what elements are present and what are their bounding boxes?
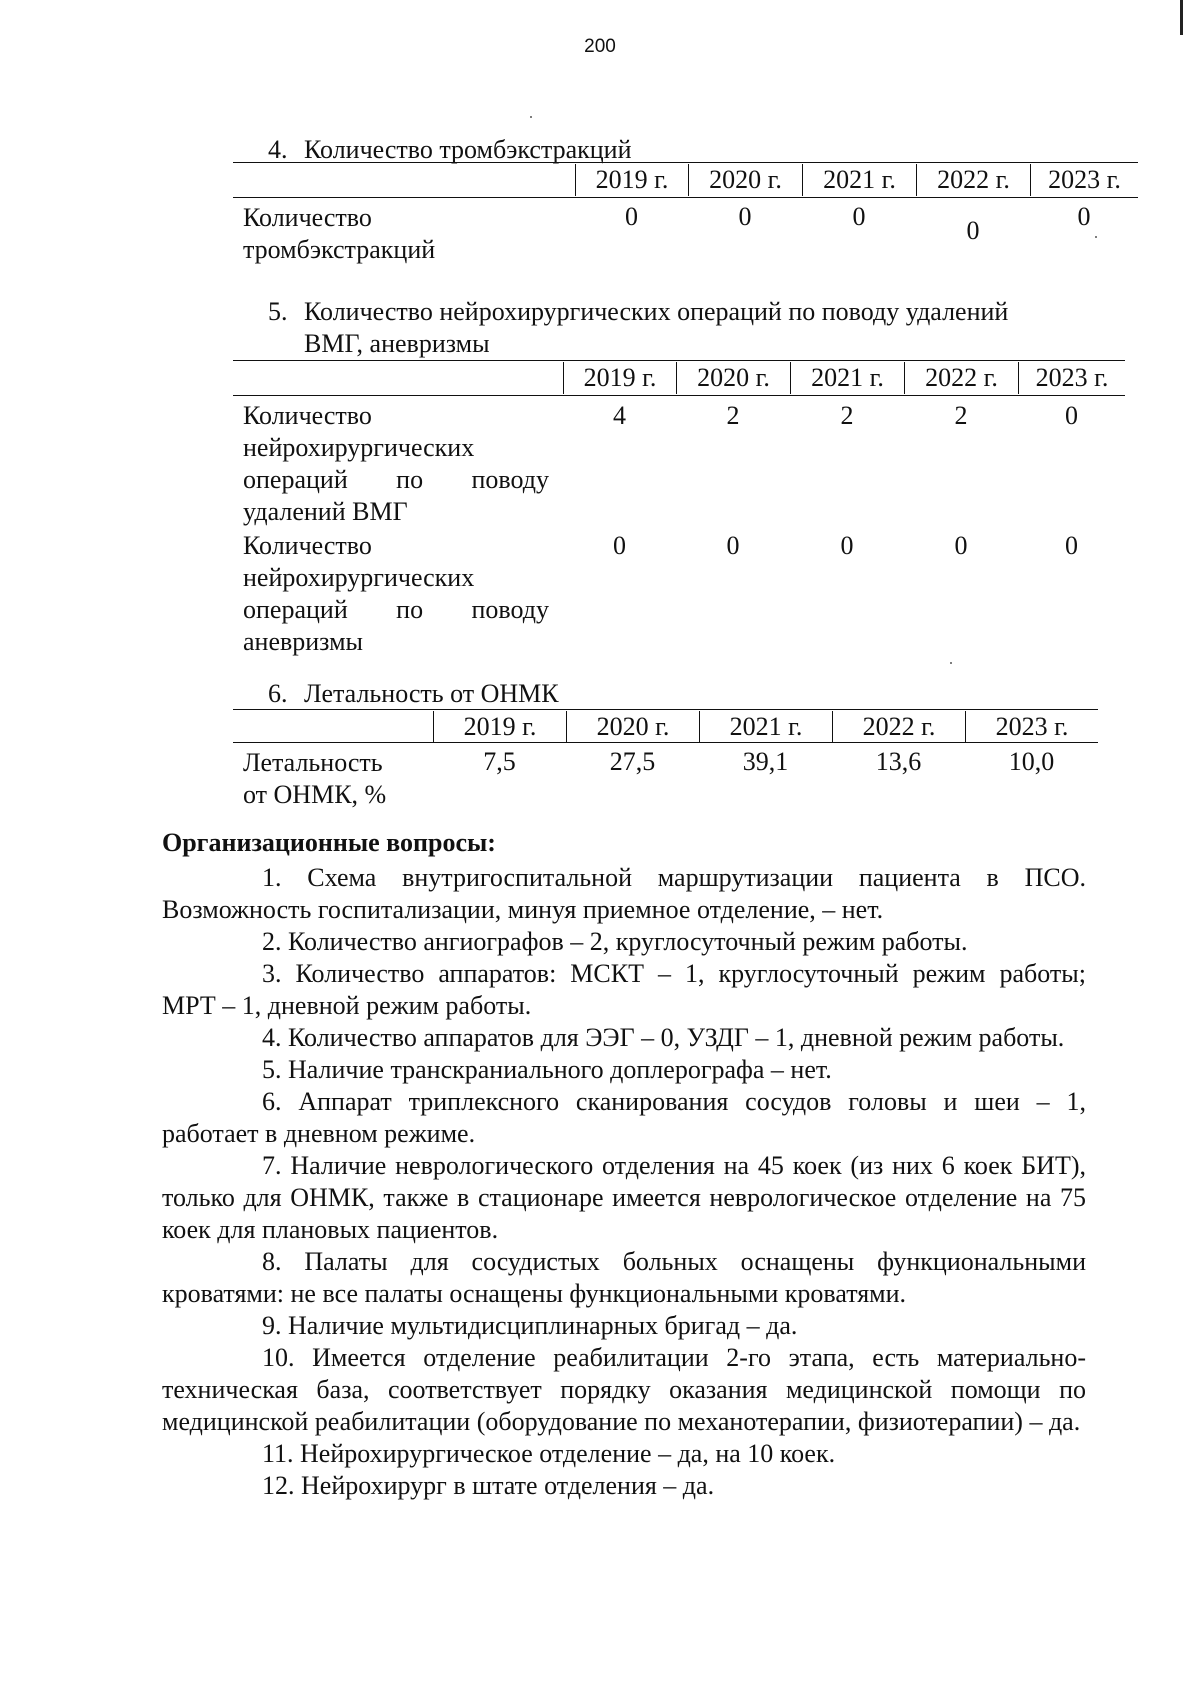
table5-row2-value-2019: 0 bbox=[613, 531, 626, 560]
table5-top-rule bbox=[233, 360, 1125, 361]
table4-row-label: Количество тромбэкстракций bbox=[243, 203, 436, 264]
table6-year-2023: 2023 г. bbox=[965, 711, 1098, 743]
table4-value-2023: 0 bbox=[1077, 202, 1091, 231]
table5-row1-value-2022: 2 bbox=[954, 401, 968, 430]
table5-row1-value-2021: 2 bbox=[840, 401, 854, 430]
scan-edge-mark bbox=[1180, 0, 1183, 35]
table5-row1-value-2023: 0 bbox=[1065, 401, 1078, 430]
table4-year-2022: 2022 г. bbox=[916, 164, 1030, 196]
table6-value-2023: 10,0 bbox=[1008, 747, 1055, 776]
table5-header-row bbox=[233, 362, 1125, 394]
table6-top-rule bbox=[233, 709, 1098, 710]
scan-speck bbox=[530, 116, 532, 118]
org-item: 8. Палаты для сосудистых больных оснащены функциональными кроватями: не все палаты оснащены функциональными кроватями. bbox=[162, 1247, 1086, 1308]
table6-row-label: Летальность от ОНМК, % bbox=[243, 748, 387, 809]
table6-value-2021: 39,1 bbox=[742, 747, 789, 776]
table6-header-row bbox=[233, 711, 1098, 743]
table5-row2-label: Количество нейрохирургических операций по поводу аневризмы bbox=[243, 531, 549, 656]
scan-speck bbox=[1095, 236, 1097, 238]
table4-value-2022: 0 bbox=[966, 216, 980, 245]
table6-title: 6. Летальность от ОНМК bbox=[268, 679, 559, 708]
table5-year-2019: 2019 г. bbox=[563, 362, 676, 394]
table5-year-2022: 2022 г. bbox=[904, 362, 1018, 394]
table5-title: 5. Количество нейрохирургических операций по поводу удалений ВМГ, аневризмы bbox=[268, 297, 1009, 358]
table5-row1-label: Количество нейрохирургических операций по поводу удалений ВМГ bbox=[243, 401, 549, 526]
table6-year-2022: 2022 г. bbox=[832, 711, 965, 743]
table6-year-2021: 2021 г. bbox=[699, 711, 832, 743]
page-number: 200 bbox=[584, 36, 616, 57]
org-item: 2. Количество ангиографов – 2, круглосуточный режим работы. bbox=[262, 927, 968, 956]
table5-row2-value-2022: 0 bbox=[954, 531, 968, 560]
table4-value-2019: 0 bbox=[625, 202, 638, 231]
org-item: 10. Имеется отделение реабилитации 2-го этапа, есть материально-техническая база, соответствует порядку оказания медицинской помощи по медицинской реабилитации (оборудование по механотерапии, физиотерапии) – да. bbox=[162, 1343, 1086, 1436]
org-item: 4. Количество аппаратов для ЭЭГ – 0, УЗДГ – 1, дневной режим работы. bbox=[262, 1023, 1065, 1052]
table6-header-rule bbox=[233, 742, 1098, 743]
table5-year-2021: 2021 г. bbox=[790, 362, 904, 394]
table6-year-2020: 2020 г. bbox=[566, 711, 699, 743]
org-list bbox=[162, 862, 1086, 1502]
org-item: 6. Аппарат триплексного сканирования сосудов головы и шеи – 1, работает в дневном режиме. bbox=[162, 1087, 1086, 1148]
table6-year-2019: 2019 г. bbox=[433, 711, 566, 743]
table4-year-2019: 2019 г. bbox=[575, 164, 688, 196]
org-item: 5. Наличие транскраниального доплерографа – нет. bbox=[262, 1055, 832, 1084]
table5-row2-value-2020: 0 bbox=[726, 531, 740, 560]
org-item: 12. Нейрохирург в штате отделения – да. bbox=[262, 1471, 715, 1500]
table5-header-rule bbox=[233, 395, 1125, 396]
table4-top-rule bbox=[233, 162, 1138, 163]
scan-speck bbox=[950, 662, 952, 664]
table6-value-2022: 13,6 bbox=[875, 747, 922, 776]
table4-header-rule bbox=[233, 197, 1138, 198]
org-item: 7. Наличие неврологического отделения на 45 коек (из них 6 коек БИТ), только для ОНМК, также в стационаре имеется неврологическое отделение на 75 коек для плановых пациентов. bbox=[162, 1151, 1086, 1244]
table4-value-2021: 0 bbox=[852, 202, 866, 231]
table4-year-2021: 2021 г. bbox=[802, 164, 916, 196]
table5-row2-value-2021: 0 bbox=[840, 531, 854, 560]
table5-year-2020: 2020 г. bbox=[676, 362, 790, 394]
org-item: 3. Количество аппаратов: МСКТ – 1, круглосуточный режим работы; МРТ – 1, дневной режим работы. bbox=[162, 959, 1086, 1020]
table6-value-2020: 27,5 bbox=[609, 747, 656, 776]
table6-value-2019: 7,5 bbox=[483, 747, 516, 776]
table4-header-row bbox=[233, 164, 1138, 196]
table5-row1-value-2020: 2 bbox=[726, 401, 740, 430]
org-item: 9. Наличие мультидисциплинарных бригад – да. bbox=[262, 1311, 798, 1340]
org-item: 1. Схема внутригоспитальной маршрутизации пациента в ПСО. Возможность госпитализации, минуя приемное отделение, – нет. bbox=[162, 863, 1086, 924]
table5-row2-value-2023: 0 bbox=[1065, 531, 1078, 560]
org-section-title: Организационные вопросы: bbox=[162, 828, 496, 857]
table4-title: 4. Количество тромбэкстракций bbox=[268, 135, 632, 164]
table5-year-2023: 2023 г. bbox=[1018, 362, 1125, 394]
table4-value-2020: 0 bbox=[738, 202, 752, 231]
table4-year-2023: 2023 г. bbox=[1030, 164, 1138, 196]
table4-year-2020: 2020 г. bbox=[688, 164, 802, 196]
table5-row1-value-2019: 4 bbox=[613, 401, 626, 430]
org-item: 11. Нейрохирургическое отделение – да, на 10 коек. bbox=[262, 1439, 836, 1468]
